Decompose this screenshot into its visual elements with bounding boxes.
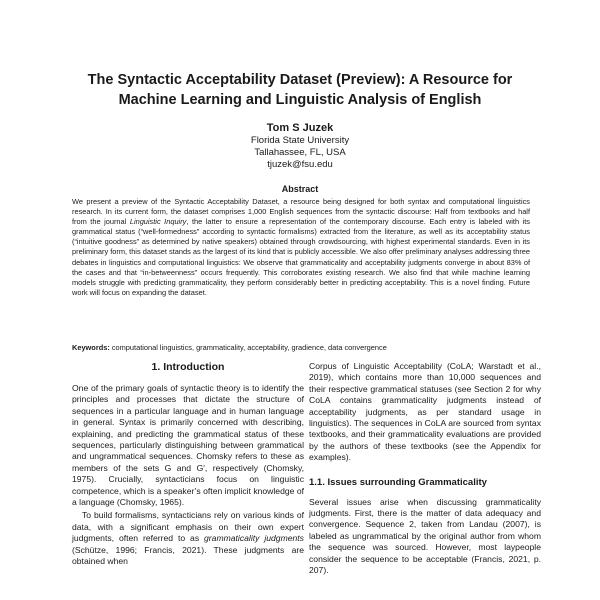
left-column — [72, 360, 304, 568]
abstract-text-2: , the latter to ensure a representation of the contemporary discourse. Each entry is labeled with its grammatical status (“well-formedness” according to syntactic formalisms) extracted from the literature, as well as its acceptability status (“intuitive goodness” as determined by native speakers) obtained through crowdsourcing, with highest experimental standards. Even in its preliminary form, this dataset stands as the largest of its kind that is publicly accessible. We also offer preliminary analyses addressing three debates in linguistics and computational linguistics: We observe that grammaticality and acceptability judgments converge in about 83% of the cases and that “in-betweenness” occurs frequently. This corroborates existing research. We also find that while machine learning models struggle with predicting grammaticality, they perform considerably better in predicting acceptability. This is a novel finding. Future work will focus on expanding the dataset. — [72, 217, 530, 297]
cola-paragraph: Corpus of Linguistic Acceptability (CoLA; Warstadt et al., 2019), which contains more than 10,000 sequences and their respective grammatical statuses (see Section 2 for why CoLA contains grammaticality judgments instead of acceptability judgments, as per standard usage in linguistics). The sequences in CoLA are sourced from syntax textbooks, and their grammaticality evaluations are provided by the authors of these textbooks (see the Appendix for examples). — [309, 361, 541, 463]
right-column — [309, 361, 541, 577]
intro-paragraph-2-text-2: (Schütze, 1996; Francis, 2021). These judgments are obtained when — [72, 544, 304, 567]
author-block — [150, 121, 450, 171]
intro-paragraph-1: One of the primary goals of syntactic theory is to identify the principles and processes that dictate the structure of sequences in a particular language and in human language in general. Syntax is primarily concerned with describing, explaining, and predicting the grammatical status of these sequences, particularly distinguishing between grammatical and ungrammatical sequences. Chomsky refers to these as members of the sets G and G′, respectively (Chomsky, 1975). Crucially, syntacticians focus on linguistic competence, which is a speaker’s often implicit knowledge of a language (Chomsky, 1965). — [72, 383, 304, 508]
abstract-heading: Abstract — [281, 184, 319, 194]
abstract-text-1: We present a preview of the Syntactic Acceptability Dataset, a resource being designed for both syntax and computational linguistics research. In its current form, the dataset comprises 1,000 English sequences from the syntactic discourse: Half from textbooks and half from the journal — [72, 197, 530, 227]
section-heading-introduction: 1. Introduction — [151, 361, 225, 373]
author-affiliation: Florida State University — [250, 135, 350, 146]
intro-paragraph-2-text-1: To build formalisms, syntacticians rely on various kinds of data, with a significant emphasis on their own expert judgments, often referred to as — [72, 510, 304, 544]
title-line-2: Machine Learning and Linguistic Analysis of English — [118, 92, 482, 108]
title-line-1: The Syntactic Acceptability Dataset (Preview): A Resource for — [87, 72, 513, 88]
grammaticality-issues-paragraph: Several issues arise when discussing grammaticality judgments. First, there is the matter of data adequacy and convergence. Sequence 2, taken from Landau (2007), is labeled as ungrammatical by the original author from whom the sequence was sourced. However, most laypeople consider the sequence to be acceptable (Francis, 2021, p. 207). — [309, 496, 541, 576]
paper-title — [40, 70, 560, 110]
keywords-label: Keywords: — [72, 343, 110, 352]
subsection-heading-grammaticality: 1.1. Issues surrounding Grammaticality — [309, 476, 487, 488]
author-email: tjuzek@fsu.edu — [267, 159, 333, 170]
keywords-line — [72, 343, 530, 353]
keywords-text: computational linguistics, grammaticality, acceptability, gradience, data convergence — [109, 343, 387, 352]
intro-paragraph-2 — [72, 510, 304, 567]
abstract-journal-name: Linguistic Inquiry — [129, 217, 187, 227]
intro-term-grammaticality-judgments: grammaticality judgments — [204, 533, 304, 544]
abstract-body — [72, 197, 530, 298]
author-location: Tallahassee, FL, USA — [254, 147, 346, 158]
author-name: Tom S Juzek — [266, 122, 334, 134]
